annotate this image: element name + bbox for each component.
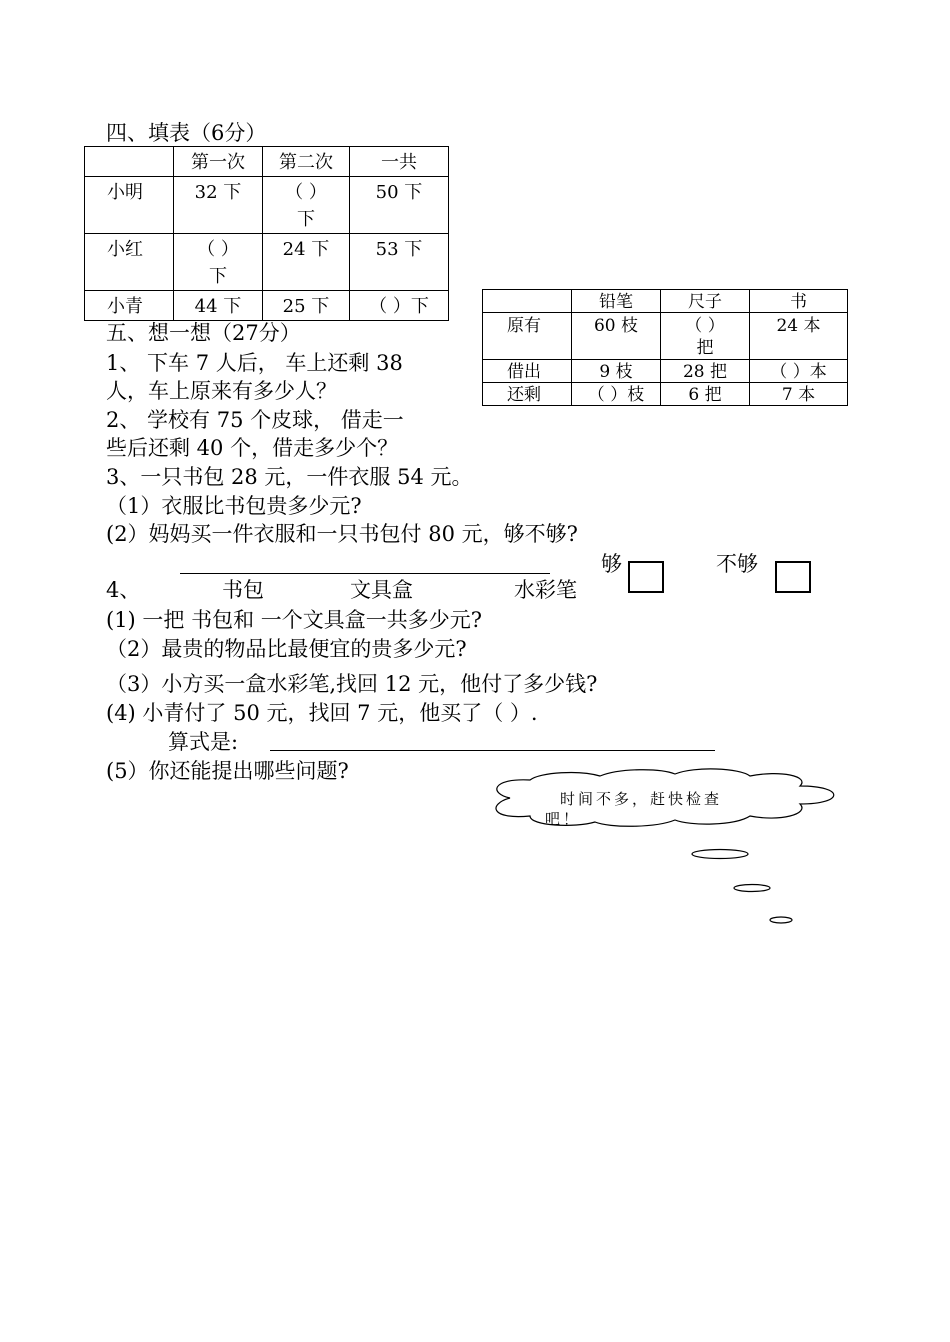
section5-title: 五、想一想（27分） <box>106 321 301 345</box>
blank-cell[interactable]: （ ）本 <box>750 360 848 383</box>
table-fill-in <box>84 146 449 321</box>
item-watercolor-pens: 水彩笔 <box>514 578 577 602</box>
enough-label: 够 <box>601 552 622 576</box>
row-name: 借出 <box>483 360 572 383</box>
table-cell: 7 本 <box>750 383 848 406</box>
blank-cell[interactable]: （ ）下 <box>350 291 449 321</box>
table-cell: 60 枝 <box>572 313 661 360</box>
header-total: 一共 <box>350 147 449 177</box>
question-4-1: (1) 一把 书包和 一个文具盒一共多少元? <box>106 608 483 632</box>
table-row <box>85 234 449 291</box>
header-first: 第一次 <box>174 147 263 177</box>
answer-line <box>180 573 550 574</box>
cloud-text-line1: 时间不多，赶快检查 <box>560 790 723 808</box>
question-3: 3、一只书包 28 元，一件衣服 54 元。 <box>106 465 473 489</box>
question-2-line2: 些后还剩 40 个，借走多少个？ <box>106 436 399 460</box>
item-pencil-case: 文具盒 <box>350 578 413 602</box>
table-row <box>483 360 848 383</box>
table-row <box>85 291 449 321</box>
table-cell: 32 下 <box>174 177 263 234</box>
table-cell: 6 把 <box>661 383 750 406</box>
table-cell: 24 下 <box>263 234 350 291</box>
question-1-line2: 人，车上原来有多少人？ <box>106 379 337 403</box>
question-4-label: 4、 <box>106 578 141 602</box>
question-2-line1: 2、 学校有 75 个皮球， 借走一 <box>106 408 404 432</box>
header-pencil: 铅笔 <box>572 290 661 313</box>
formula-label: 算式是: <box>168 730 239 754</box>
row-name: 原有 <box>483 313 572 360</box>
table-cell: 53 下 <box>350 234 449 291</box>
header-book: 书 <box>750 290 848 313</box>
table-cell: 9 枝 <box>572 360 661 383</box>
not-enough-checkbox[interactable] <box>775 561 811 593</box>
formula-answer-line[interactable] <box>270 750 715 751</box>
table-row <box>483 313 848 360</box>
row-name: 小青 <box>85 291 174 321</box>
table-header-row <box>85 147 449 177</box>
enough-checkbox[interactable] <box>628 561 664 593</box>
section4-title: 四、填表（6分） <box>106 121 267 145</box>
question-4-5: (5）你还能提出哪些问题? <box>106 759 349 783</box>
row-name: 小红 <box>85 234 174 291</box>
question-4-3: （3）小方买一盒水彩笔,找回 12 元，他付了多少钱? <box>106 672 598 696</box>
question-3-1: （1）衣服比书包贵多少元? <box>106 494 362 518</box>
table-cell: 50 下 <box>350 177 449 234</box>
question-3-2: (2）妈妈买一件衣服和一只书包付 80 元，够不够? <box>106 522 578 546</box>
row-name: 小明 <box>85 177 174 234</box>
header-ruler: 尺子 <box>661 290 750 313</box>
table-cell: 44 下 <box>174 291 263 321</box>
question-4-2: （2）最贵的物品比最便宜的贵多少元? <box>106 637 467 661</box>
blank-cell[interactable]: （ ） 下 <box>263 177 350 234</box>
header-empty <box>85 147 174 177</box>
question-4-4: (4) 小青付了 50 元，找回 7 元，他买了（ ）. <box>106 701 538 725</box>
not-enough-label: 不够 <box>716 552 758 576</box>
table-cell: 25 下 <box>263 291 350 321</box>
table-stationery <box>482 289 848 406</box>
question-1-line1: 1、 下车 7 人后， 车上还剩 38 <box>106 351 403 375</box>
table-cell: 24 本 <box>750 313 848 360</box>
header-empty <box>483 290 572 313</box>
table-row <box>483 383 848 406</box>
blank-cell[interactable]: （ ）枝 <box>572 383 661 406</box>
row-name: 还剩 <box>483 383 572 406</box>
table-row <box>85 177 449 234</box>
header-second: 第二次 <box>263 147 350 177</box>
blank-cell[interactable]: （ ） 把 <box>661 313 750 360</box>
table-header-row <box>483 290 848 313</box>
table-cell: 28 把 <box>661 360 750 383</box>
cloud-text-line2: 吧！ <box>545 810 582 828</box>
blank-cell[interactable]: （ ） 下 <box>174 234 263 291</box>
item-schoolbag: 书包 <box>222 578 264 602</box>
